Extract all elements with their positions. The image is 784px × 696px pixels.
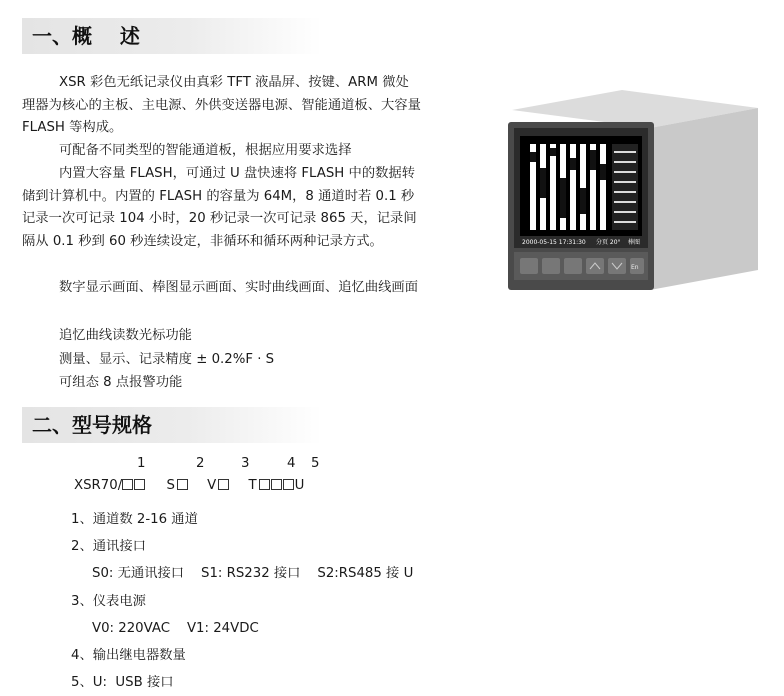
overview-text-1: XSR 彩色无纸记录仪由真彩 TFT 液晶屏、按键、ARM 微处理器为核心的主板、主电源、外供变送器电源、智能通道板、大容量 FLASH 等构成。	[22, 75, 421, 136]
model-prefix: XSR70/	[74, 478, 123, 493]
spec-item-4: 4、输出继电器数量	[71, 648, 186, 663]
screen-datetime: 2000-05-15 17:31:30	[522, 239, 586, 246]
model-u: U	[294, 478, 305, 493]
spec-item-3: 3、仪表电源	[71, 594, 146, 609]
model-index-4: 4	[287, 456, 296, 471]
model-s: S	[166, 478, 175, 493]
key-up[interactable]	[586, 258, 604, 274]
model-index-2: 2	[196, 456, 205, 471]
model-v: V	[207, 478, 217, 493]
model-t: T	[248, 478, 257, 493]
screen-label: 棒图	[628, 239, 641, 246]
model-index-3: 3	[241, 456, 250, 471]
key-down[interactable]	[608, 258, 626, 274]
recorder-device-image	[500, 88, 762, 300]
screen-page: 分页 20°	[596, 239, 621, 246]
model-index-1: 1	[137, 456, 146, 471]
spec-item-3-detail: V0: 220VAC V1: 24VDC	[92, 621, 259, 636]
overview-paragraph-2	[22, 140, 422, 163]
key-1[interactable]	[520, 258, 538, 274]
section-heading-overview: 一、概 述	[22, 18, 322, 54]
feature-line-1: 追忆曲线读数光标功能	[59, 328, 192, 343]
key-3[interactable]	[564, 258, 582, 274]
overview-text-4: 数字显示画面、棒图显示画面、实时曲线画面、追忆曲线画面	[59, 280, 419, 295]
feature-line-2: 测量、显示、记录精度 ± 0.2%F · S	[59, 352, 275, 367]
spec-item-2: 2、通讯接口	[71, 539, 146, 554]
section-heading-model: 二、型号规格	[22, 407, 322, 443]
spec-item-5: 5、U: USB 接口	[71, 675, 174, 690]
spec-item-1: 1、通道数 2-16 通道	[71, 512, 198, 527]
spec-item-2-detail: S0: 无通讯接口 S1: RS232 接口 S2:RS485 接 U	[92, 566, 414, 581]
model-index-5: 5	[311, 456, 320, 471]
key-2[interactable]	[542, 258, 560, 274]
overview-paragraph-1	[22, 72, 422, 140]
model-code	[74, 478, 304, 493]
overview-paragraph-4	[22, 277, 422, 300]
overview-text-3: 内置大容量 FLASH，可通过 U 盘快速将 FLASH 中的数据转储到计算机中。内置的 FLASH 的容量为 64M，8 通道时若 0.1 秒记录一次可记录 104 小时，20 秒记录一次可记录 865 天，记录间隔从 0.1 秒到 60 秒连续设定，非循环和循环两种记录方式。	[22, 166, 417, 249]
overview-paragraph-3	[22, 163, 422, 253]
overview-text-2: 可配备不同类型的智能通道板，根据应用要求选择	[59, 143, 352, 158]
feature-line-3: 可组态 8 点报警功能	[59, 375, 183, 390]
enter-key-label: En	[631, 264, 639, 271]
